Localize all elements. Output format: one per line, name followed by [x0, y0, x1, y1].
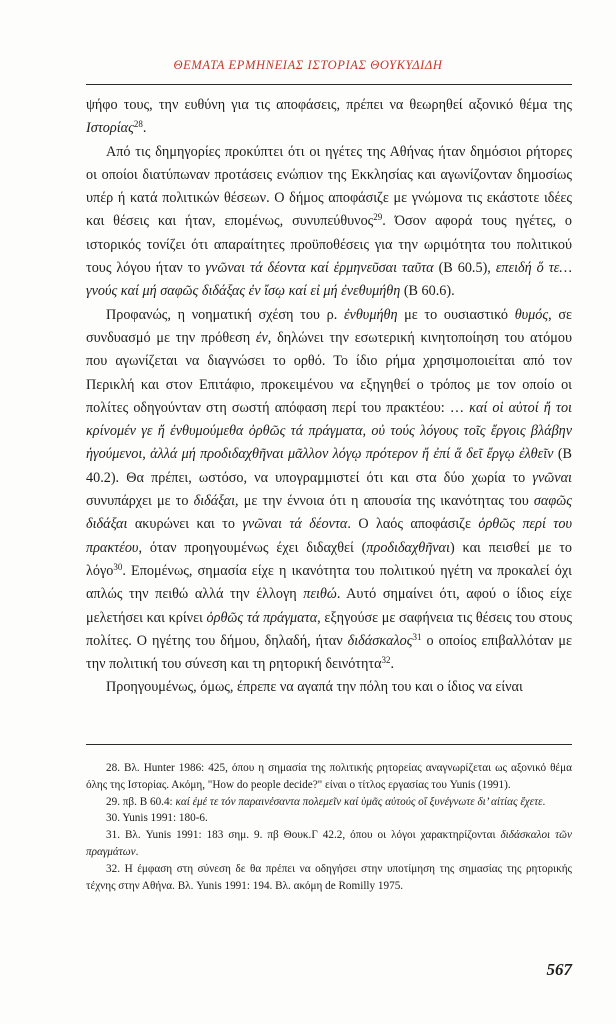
greek-term: προδιδαχθῆναι: [366, 539, 450, 556]
page-number: 567: [546, 960, 572, 979]
text-run: ) και πεισθεί με το λόγο: [86, 539, 573, 579]
text-run: .: [542, 795, 546, 808]
greek-term: ὀρθῶς περί του πρακτέου: [86, 516, 572, 556]
text-run: Από τις δημηγορίες προκύπτει ότι οι ηγέτες της Αθήνας ήταν δημόσιοι ρήτορες οι οποίοι διατύπωναν προτάσεις ενώπιον της Εκκλησίας και αγωνίζονταν δημοσίως υπέρ ή κατά πολιτικών θέσεων. Ο δήμος αποφάσιζε με γνώμονα τις εκάστοτε ιδέες και θέσεις και ήταν, επομένως, συνυπεύθυνος: [86, 143, 572, 230]
greek-term: γνῶναι: [532, 469, 572, 486]
footnote-ref-29[interactable]: 29: [373, 212, 383, 223]
text-run: ο οποίος επιβαλλόταν με την πολιτική του σύνεση και τη ρητορική δεινότητα: [86, 632, 572, 673]
footnote-ref-32[interactable]: 32: [381, 655, 391, 666]
text-run: .: [142, 120, 147, 137]
footnote-ref-30[interactable]: 30: [113, 561, 123, 572]
footnote-ref-31[interactable]: 31: [412, 631, 422, 642]
running-head: ΘΕΜΑΤΑ ΕΡΜΗΝΕΙΑΣ ΙΣΤΟΡΙΑΣ ΘΟΥΚΥΔΙΔΗ: [173, 58, 443, 72]
greek-term: θυμός: [514, 306, 549, 323]
text-run: . Επομένως, σημασία είχε η ικανότητα του πολιτικού ηγέτη να προκαλεί όχι απλώς την πειθώ αλλά την έλλογη: [86, 562, 572, 603]
text-run: (Β 60.6).: [400, 283, 455, 300]
footnote-ref-28[interactable]: 28: [133, 119, 143, 130]
paragraph-4: Προηγουμένως, όμως, έπρεπε να αγαπά την πόλη του και ο ίδιος να είναι: [106, 679, 523, 696]
text-run: , δηλώνει την εσωτερική κινητοποίηση του ατόμου που αγωνίζεται να διαγνώσει το ορθό. Το ίδιο ρήμα χρησιμοποιείται από τον Περικλή και στον Επιτάφιο, προκειμένου να εξηγηθεί ο τρόπος με τον οποίο οι πολίτες οδηγούνταν στη σωστή απόφαση περί του πρακτέου: …: [86, 329, 572, 416]
footnote-29: [86, 794, 572, 811]
greek-quote: επειδή ὅ τε… γνούς καί μή σαφῶς διδάξας ἐν ἴσῳ καί εἰ μή ἐνεθυμήθη: [86, 260, 572, 300]
text-run: ακυρώνει και το: [127, 516, 243, 533]
footnote-32: 32. Η έμφαση στη σύνεση δε θα πρέπει να οδηγήσει στην υποτίμηση της σημασίας της ρητορικής τέχνης στην Αθήνα. Βλ. Yunis 1991: 194. Βλ. ακόμη de Romilly 1975.: [86, 862, 572, 892]
greek-quote: διδάσκαλοι τῶν πραγμάτων: [86, 829, 572, 858]
greek-term: διδάξαι: [193, 493, 236, 510]
italic-run: Ιστορίας: [86, 120, 134, 137]
text-run: . Αυτό σημαίνει ότι, αφού ο ίδιος είχε μελετήσει και κρίνει: [86, 586, 572, 626]
text-run: .: [390, 656, 395, 673]
greek-quote: καί οἱ αὐτοί ἤ τοι κρίνομέν γε ἤ ἐνθυμούμεθα ὀρθῶς τά πράγματα, οὐ τούς λόγους τοῖς ἔργοις βλάβην ἡγούμενοι, ἀλλά μή προδιδαχθῆναι μᾶλλον λόγῳ πρότερον ἤ ἐπί ἅ δεῖ ἔργῳ ἐλθεῖν: [86, 399, 572, 463]
text-run: , όταν προηγουμένως έχει διδαχθεί (: [138, 539, 367, 556]
paragraph-1: [86, 94, 572, 141]
footnote-31: [86, 827, 572, 861]
text-run: συνυπάρχει με το: [86, 493, 194, 510]
text-run: .: [135, 845, 139, 858]
text-run: ψήφο τους, την ευθύνη για τις αποφάσεις, πρέπει να θεωρηθεί αξονικό θέμα της: [86, 97, 572, 113]
greek-quote: καί ἐμέ τε τόν παραινέσαντα πολεμεῖν καί ὑμᾶς αὐτούς οἵ ξυνέγνωτε δι’ αἰτίας ἔχετε: [175, 795, 543, 808]
footnote-28: 28. Βλ. Hunter 1986: 425, όπου η σημασία της πολιτικής ρητορείας αναγνωρίζεται ως αξονικό θέμα όλης της Ιστορίας. Ακόμη, "How do people decide?" είναι ο τίτλος εργασίας του Yunis (1991).: [86, 762, 572, 791]
greek-quote: γνῶναι τά δέοντα καί ἑρμηνεῦσαι ταῦτα: [205, 260, 434, 277]
paragraph-2: [86, 141, 572, 304]
greek-term: σαφῶς διδάξαι: [86, 493, 572, 533]
footnote-rule: [86, 744, 572, 745]
text-run: Προφανώς, η νοηματική σχέση του ρ.: [106, 306, 344, 323]
text-run: (Β 40.2). Θα πρέπει, ωστόσο, να υπογραμμιστεί ότι και στα δύο χωρία το: [86, 446, 573, 486]
text-run: 29. πβ. Β 60.4:: [106, 795, 176, 808]
text-run: . Όσον αφορά τους ηγέτες, ο ιστορικός τονίζει ότι απαραίτητες προϋποθέσεις για την ωριμότητα του πολιτικού τους λόγου ήταν το: [86, 213, 572, 277]
paragraph-3: [86, 304, 572, 677]
footnote-30: 30. Yunis 1991: 180-6.: [106, 812, 208, 825]
text-run: , σε συνδυασμό με την πρόθεση: [86, 306, 572, 346]
greek-term: πειθώ: [303, 586, 337, 603]
greek-term: γνῶναι τά δέοντα: [242, 516, 348, 533]
greek-term: ἐνθυμήθη: [343, 306, 398, 323]
footnotes: [86, 760, 572, 894]
text-run: , με την έννοια ότι η απουσία της ικανότητας του: [235, 493, 534, 510]
text-run: . Ο λαός αποφάσιζε: [347, 516, 479, 533]
text-run: 31. Βλ. Yunis 1991: 183 σημ. 9. πβ Θουκ.Γ 42.2, όπου οι λόγοι χαρακτηρίζονται: [106, 829, 501, 842]
main-text: [86, 94, 572, 700]
text-run: με το ουσιαστικό: [397, 306, 515, 323]
header-rule: [86, 84, 572, 85]
greek-term: ὀρθῶς τά πράγματα: [206, 609, 318, 626]
text-run: (Β 60.5),: [433, 260, 496, 277]
greek-term: ἐν: [255, 329, 268, 346]
text-run: , εξηγούσε με σαφήνεια τις θέσεις του στους πολίτες. Ο ηγέτης του δήμου, δηλαδή, ήταν: [86, 609, 572, 649]
greek-term: διδάσκαλος: [347, 632, 413, 649]
